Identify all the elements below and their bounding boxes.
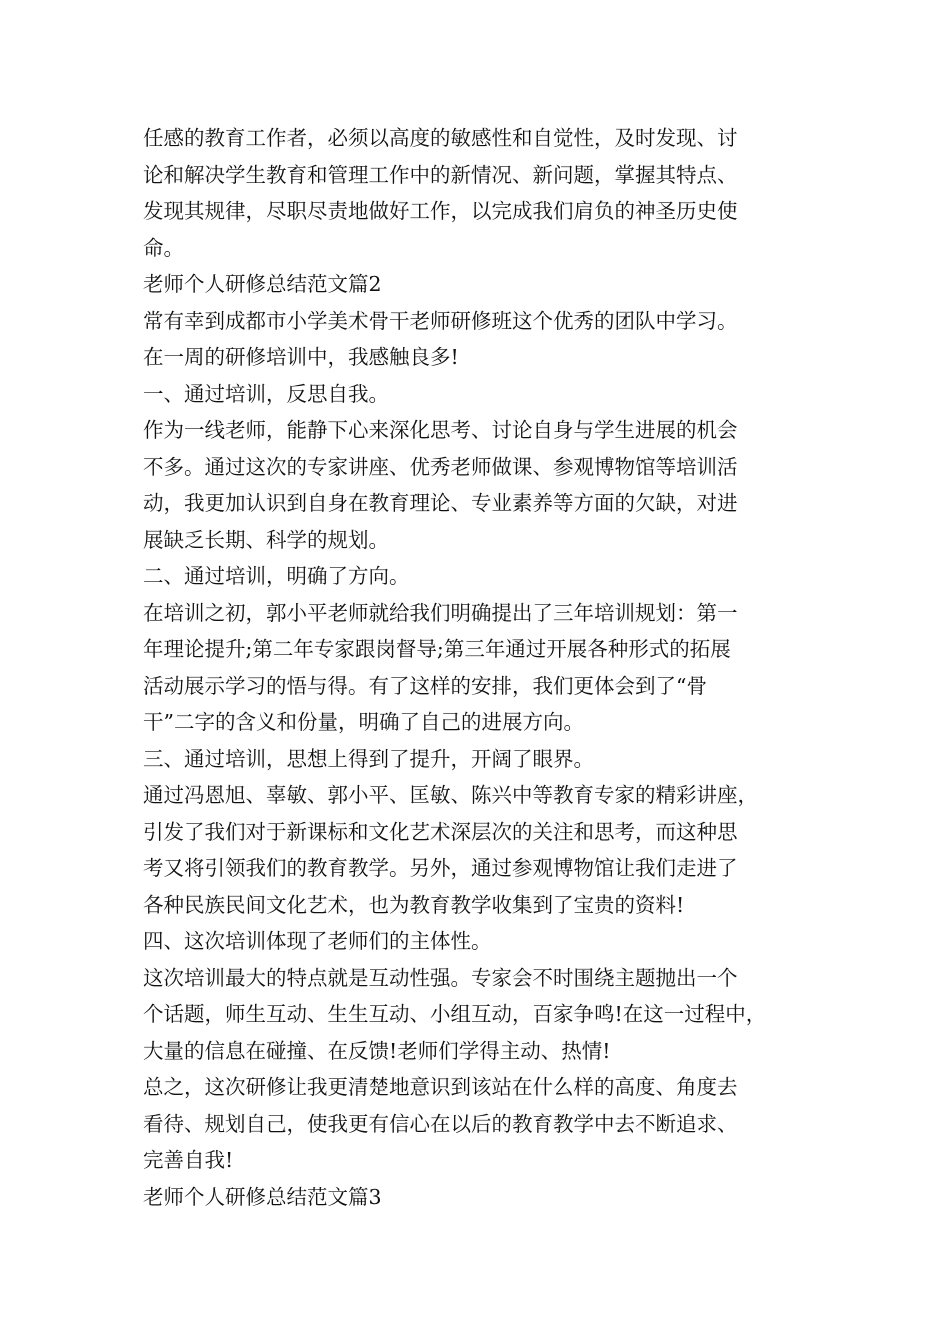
- text-line: 在培训之初，郭小平老师就给我们明确提出了三年培训规划：第一: [143, 600, 738, 625]
- text-line: 命。: [143, 235, 184, 260]
- text-line: 作为一线老师，能静下心来深化思考、讨论自身与学生进展的机会: [143, 418, 738, 442]
- subsection-heading: 二、通过培训，明确了方向。: [143, 564, 410, 588]
- subsection-heading: 一、通过培训，反思自我。: [143, 381, 389, 406]
- text-line: 任感的教育工作者，必须以高度的敏感性和自觉性，及时发现、讨: [143, 126, 738, 150]
- text-line: 大量的信息在碰撞、在反馈!老师们学得主动、热情!: [143, 1038, 611, 1063]
- text-line: 干”二字的含义和份量，明确了自己的进展方向。: [143, 710, 584, 734]
- text-line: 通过冯恩旭、辜敏、郭小平、匡敏、陈兴中等教育专家的精彩讲座，: [143, 783, 758, 807]
- text-line: 这次培训最大的特点就是互动性强。专家会不时围绕主题抛出一个: [143, 965, 738, 990]
- text-line: 不多。通过这次的专家讲座、优秀老师做课、参观博物馆等培训活: [143, 454, 738, 479]
- text-line: 引发了我们对于新课标和文化艺术深层次的关注和思考，而这种思: [143, 819, 738, 844]
- text-line: 各种民族民间文化艺术，也为教育教学收集到了宝贵的资料!: [143, 892, 685, 917]
- subsection-heading: 三、通过培训，思想上得到了提升，开阔了眼界。: [143, 746, 594, 771]
- text-line: 展缺乏长期、科学的规划。: [143, 527, 389, 552]
- section-heading: 老师个人研修总结范文篇2: [143, 272, 382, 296]
- text-line: 考又将引领我们的教育教学。另外，通过参观博物馆让我们走进了: [143, 856, 738, 880]
- section-heading: 老师个人研修总结范文篇3: [143, 1184, 382, 1209]
- text-line: 在一周的研修培训中，我感触良多!: [143, 345, 459, 369]
- text-line: 动，我更加认识到自身在教育理论、专业素养等方面的欠缺，对进: [143, 491, 738, 515]
- text-line: 常有幸到成都市小学美术骨干老师研修班这个优秀的团队中学习。: [143, 308, 738, 333]
- text-line: 发现其规律，尽职尽责地做好工作，以完成我们肩负的神圣历史使: [143, 199, 738, 223]
- text-line: 活动展示学习的悟与得。有了这样的安排，我们更体会到了“骨: [143, 673, 707, 698]
- text-line: 看待、规划自己，使我更有信心在以后的教育教学中去不断追求、: [143, 1111, 738, 1136]
- subsection-heading: 四、这次培训体现了老师们的主体性。: [143, 929, 492, 953]
- text-line: 个话题，师生互动、生生互动、小组互动，百家争鸣!在这一过程中，: [143, 1002, 767, 1026]
- text-line: 完善自我!: [143, 1148, 234, 1172]
- text-line: 总之，这次研修让我更清楚地意识到该站在什么样的高度、角度去: [143, 1075, 738, 1099]
- text-line: 年理论提升;第二年专家跟岗督导;第三年通过开展各种形式的拓展: [143, 637, 731, 661]
- document-body: [143, 120, 843, 1215]
- text-line: 论和解决学生教育和管理工作中的新情况、新问题，掌握其特点、: [143, 162, 738, 187]
